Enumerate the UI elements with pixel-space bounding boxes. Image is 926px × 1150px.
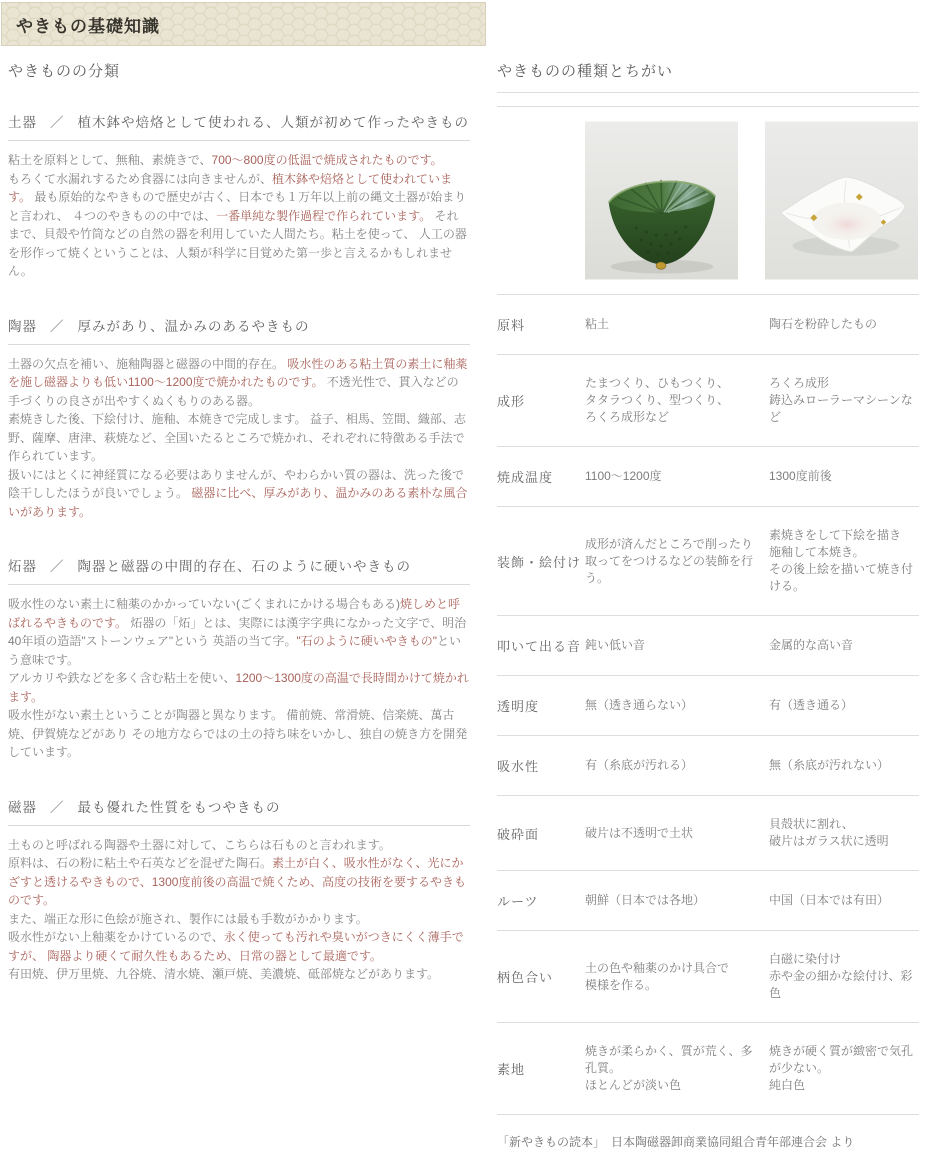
body-text: 素焼きした後、下絵付け、施釉、本焼きで完成します。 益子、相馬、笠間、織部、志野、薩摩、唐津、萩焼など、全国いたるところで焼かれ、それぞれに特徴ある手法で作られています。 <box>8 412 466 463</box>
green-bowl-illustration <box>585 121 738 280</box>
section-body <box>8 595 470 762</box>
classification-heading: やきものの分類 <box>8 63 121 80</box>
classification-section <box>8 315 470 522</box>
table-row <box>497 355 919 447</box>
cell-text: 金属的な高い音 <box>769 638 854 652</box>
jiki-value-cell <box>769 447 919 507</box>
emphasized-text: 一番単純な製作過程で作られています。 <box>216 208 432 223</box>
emphasized-text: 磁器に比べ、厚みがあり、温かみのある素朴な風合いがあります。 <box>8 486 468 519</box>
table-row <box>497 295 919 355</box>
row-label: 素地 <box>497 1062 526 1077</box>
jiki-value-cell <box>769 355 919 447</box>
table-row <box>497 676 919 736</box>
touki-value-cell <box>585 295 769 355</box>
body-text: 最も原始的なやきもので歴史が古く、日本でも１万年以上前の縄文土器が始まりと言われ、 ４つのやきものの中では、 <box>8 190 467 223</box>
row-label: 原料 <box>497 318 526 333</box>
section-body <box>8 355 470 522</box>
cell-text: 1100〜1200度 <box>585 469 662 483</box>
body-text: それまで、貝殻や竹筒などの自然の器を利用していた人間たち。粘土を使って、 人工の器を形作って焼くということは、人類が科学に目覚めた第一歩と言えるかもしれません。 <box>8 208 467 278</box>
cell-text: 焼きが硬く質が緻密で気孔が少ない。 <box>769 1044 914 1075</box>
cell-text: 施釉して本焼き。 <box>769 545 865 559</box>
body-text: 不透光性で、貫入などの手づくりの良さが出やすくぬくもりのある器。 <box>8 375 459 408</box>
row-label: 焼成温度 <box>497 470 554 485</box>
cell-text: 中国（日本では有田） <box>769 893 890 907</box>
comparison-column <box>497 52 919 1150</box>
body-text: 粘土を原料として、無釉、素焼きで、 <box>8 153 212 167</box>
cell-text: 貝殻状に割れ、 <box>769 817 854 831</box>
touki-value-cell <box>585 616 769 676</box>
section-subtitle: 最も優れた性質をもつやきもの <box>77 799 281 815</box>
touki-value-cell <box>585 796 769 871</box>
classification-sections <box>8 111 470 984</box>
touki-value-cell <box>585 507 769 616</box>
table-row <box>497 931 919 1023</box>
cell-text: 陶石を粉砕したもの <box>769 317 878 331</box>
cell-text: 素焼きをして下絵を描き <box>769 528 902 542</box>
emphasized-text: 700〜800度の低温で焼成されたものです。 <box>211 153 443 167</box>
cell-text: 有（透き通る） <box>769 698 854 712</box>
cell-text: 取ってをつけるなどの装飾を行う。 <box>585 553 754 585</box>
table-row <box>497 1023 919 1115</box>
table-row <box>497 736 919 796</box>
table-row <box>497 447 919 507</box>
emphasized-text: "石のように硬いやきもの" <box>296 634 438 648</box>
classification-column <box>8 52 470 1150</box>
cell-text: ろくろ成形 <box>769 376 830 390</box>
section-subtitle: 陶器と磁器の中間的存在、石のように硬いやきもの <box>77 559 411 574</box>
section-title <box>8 555 470 585</box>
row-label: 透明度 <box>497 699 540 714</box>
row-label: 装飾・絵付け <box>497 554 582 570</box>
section-subtitle: 植木鉢や焙烙として使われる、人類が初めて作ったやきもの <box>77 115 469 130</box>
body-text: 吸水性がない素土ということが陶器と異なります。 備前焼、常滑焼、信楽焼、萬古焼、伊賀焼などがあり その地方ならではの土の持ち味をいかし、独自の焼き方を開発しています。 <box>8 708 468 759</box>
body-text: 扱いにはとくに神経質になる必要はありませんが、やわらかい質の器は、洗った後で陰干ししたほうが良いでしょう。 <box>8 467 465 500</box>
jiki-value-cell <box>769 1023 919 1115</box>
body-text: 有田焼、伊万里焼、九谷焼、清水焼、瀬戸焼、美濃焼、砥部焼などがあります。 <box>8 967 440 981</box>
body-text: という意味です。 <box>8 634 462 667</box>
section-separator: ／ <box>50 318 65 334</box>
cell-text: 焼きが柔らかく、質が荒く、多孔質。 <box>585 1044 753 1075</box>
cell-text: 鋳込みローラーマシーンなど <box>769 393 913 424</box>
cell-text: ろくろ成形など <box>585 410 670 424</box>
body-text: 土ものと呼ばれる陶器や土器に対して、こちらは石ものと言われます。 <box>8 837 391 852</box>
section-title <box>8 796 470 826</box>
row-label: 吸水性 <box>497 759 540 774</box>
jiki-value-cell <box>769 931 919 1023</box>
row-label: 叩いて出る音 <box>497 639 582 654</box>
cell-text: 成形が済んだところで削ったり <box>585 536 753 551</box>
photos-row <box>497 106 919 294</box>
source-credit: 「新やきもの読本」 日本陶磁器卸商業協同組合青年部連合会 より <box>497 1135 855 1149</box>
comparison-heading: やきものの種類とちがい <box>497 60 919 93</box>
jiki-value-cell <box>769 616 919 676</box>
page-title: やきもの基礎知識 <box>16 16 160 36</box>
touki-value-cell <box>585 931 769 1023</box>
white-dish-illustration <box>765 121 918 280</box>
section-body <box>8 836 470 984</box>
cell-text: タタラつくり、型つくり、 <box>585 393 730 407</box>
cell-text: 無（透き通らない） <box>585 698 694 712</box>
body-text: また、端正な形に色絵が施され、製作には最も手数がかかります。 <box>8 911 368 926</box>
emphasized-text: 焼しめと呼ばれるやきものです。 <box>8 597 461 630</box>
section-term: 磁器 <box>8 799 37 815</box>
jiki-value-cell <box>769 736 919 796</box>
cell-text: 白磁に染付け <box>769 952 842 966</box>
page-banner <box>1 2 486 46</box>
body-text: 炻器の「炻」とは、実際には漢字字典になかった文字で、明治40年頃の造語"ストーンウェア"という 英語の当て字。 <box>8 615 467 648</box>
jiki-value-cell <box>769 507 919 616</box>
cell-text: 破片はガラス状に透明 <box>769 834 889 848</box>
section-separator: ／ <box>50 559 65 574</box>
jiki-value-cell <box>769 676 919 736</box>
section-separator: ／ <box>50 799 65 815</box>
cell-text: 粘土 <box>585 317 610 331</box>
cell-text: 鈍い低い音 <box>585 638 646 652</box>
cell-text: 模様を作る。 <box>585 977 658 992</box>
classification-section <box>8 555 470 762</box>
jiki-value-cell <box>769 295 919 355</box>
touki-value-cell <box>585 355 769 447</box>
body-text: もろくて水漏れするため食器には向きませんが、 <box>8 171 273 186</box>
row-label: ルーツ <box>497 894 539 909</box>
body-text: 土器の欠点を補い、施釉陶器と磁器の中間的存在。 <box>8 356 288 371</box>
body-text: 原料は、石の粉に粘土や石英などを混ぜた陶石。 <box>8 856 273 870</box>
emphasized-text: 植木鉢や焙烙として使われています。 <box>8 171 453 204</box>
cell-text: その後上絵を描いて焼き付ける。 <box>769 562 914 593</box>
section-body <box>8 151 470 281</box>
table-row <box>497 871 919 931</box>
classification-section <box>8 111 470 281</box>
cell-text: 1300度前後 <box>769 469 832 483</box>
table-row <box>497 507 919 616</box>
section-title <box>8 111 470 141</box>
cell-text: ほとんどが淡い色 <box>585 1078 682 1092</box>
body-text: 吸水性がない上釉薬をかけているので、 <box>8 930 224 944</box>
section-term: 陶器 <box>8 318 37 334</box>
emphasized-text: 素土が白く、吸水性がなく、光にかざすと透けるやきもので、1300度前後の高温で焼くため、高度の技術を要するやきものです。 <box>8 856 466 907</box>
touki-value-cell <box>585 1023 769 1115</box>
content-columns <box>8 52 919 1150</box>
cell-text: 朝鮮（日本では各地） <box>585 893 706 907</box>
white-porcelain-dish-photo <box>765 121 918 280</box>
oribe-green-bowl-photo <box>585 121 738 280</box>
cell-text: 純白色 <box>769 1078 806 1092</box>
cell-text: たまつくり、ひもつくり、 <box>585 376 730 390</box>
cell-text: 土の色や釉薬のかけ具合で <box>585 960 730 975</box>
section-subtitle: 厚みがあり、温かみのあるやきもの <box>77 318 310 334</box>
row-label: 成形 <box>497 394 526 409</box>
row-label: 柄色合い <box>497 970 554 985</box>
cell-text: 有（糸底が汚れる） <box>585 758 694 772</box>
touki-value-cell <box>585 871 769 931</box>
emphasized-text: 永く使っても汚れや臭いがつきにくく薄手ですが、 陶器より硬くて耐久性もあるため、日常の器として最適です。 <box>8 930 464 963</box>
jiki-value-cell <box>769 796 919 871</box>
jiki-value-cell <box>769 871 919 931</box>
section-separator: ／ <box>50 115 65 130</box>
body-text: 吸水性のない素土に釉薬のかかっていない(ごくまれにかける場合もある) <box>8 597 400 611</box>
classification-section <box>8 796 470 984</box>
section-term: 土器 <box>8 115 37 130</box>
emphasized-text: 吸水性のある粘土質の素土に釉薬を施し磁器よりも低い1100〜1200度で焼かれたものです。 <box>8 356 468 389</box>
section-term: 炻器 <box>8 559 37 574</box>
cell-text: 赤や金の細かな絵付け、彩色 <box>769 969 913 1000</box>
body-text: アルカリや鉄などを多く含む粘土を使い、 <box>8 671 236 685</box>
table-row <box>497 796 919 871</box>
cell-text: 無（糸底が汚れない） <box>769 758 890 772</box>
touki-value-cell <box>585 447 769 507</box>
cell-text: 破片は不透明で土状 <box>585 825 694 840</box>
emphasized-text: 1200〜1300度の高温で長時間かけて焼かれます。 <box>8 671 469 704</box>
touki-value-cell <box>585 736 769 796</box>
row-label: 破砕面 <box>497 826 540 842</box>
comparison-table <box>497 294 919 1115</box>
section-title <box>8 315 470 345</box>
touki-value-cell <box>585 676 769 736</box>
table-row <box>497 616 919 676</box>
